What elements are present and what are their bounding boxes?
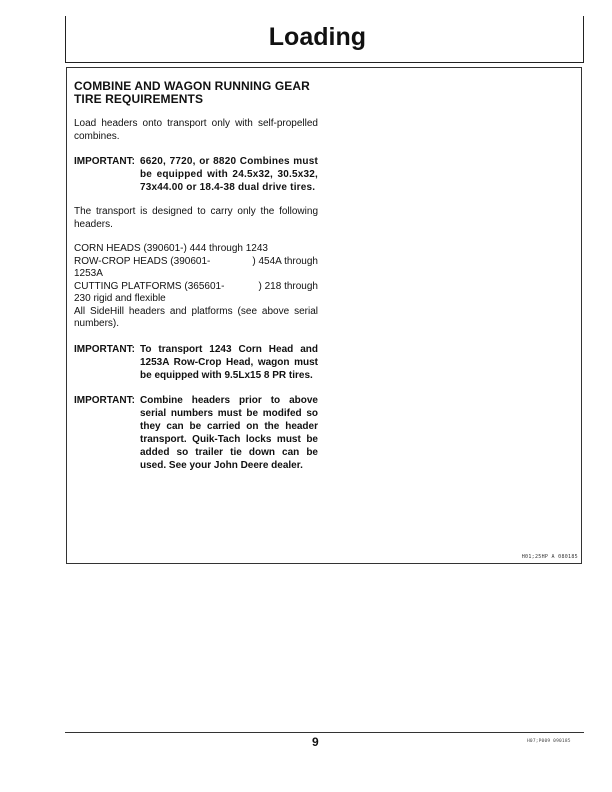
section-title	[74, 80, 318, 106]
header-rule	[65, 62, 584, 63]
important-note-1	[74, 155, 318, 194]
page-title: Loading	[268, 23, 366, 51]
intro-paragraph: Load headers onto transport only with self-propelled combines.	[74, 118, 318, 142]
cutting-platforms-models: ) 218 through	[258, 280, 318, 292]
cutting-platforms-cont: 230 rigid and flexible	[74, 293, 166, 304]
cutting-platforms-label: CUTTING PLATFORMS (365601-	[74, 280, 225, 292]
important-label: IMPORTANT:	[74, 156, 135, 167]
corn-heads-models: ) 444 through 1243	[183, 243, 268, 254]
section-ref-code: H01;25HP A 080185	[521, 554, 578, 560]
section-title-line2: TIRE REQUIREMENTS	[74, 92, 204, 106]
cutting-platforms-row	[74, 281, 318, 294]
corn-heads-label: CORN HEADS (390601-	[74, 243, 184, 254]
rowcrop-heads-cont: 1253A	[74, 268, 103, 279]
sidehill-line: All SideHill headers and platforms (see above serial numbers).	[74, 305, 318, 329]
rowcrop-heads-models: ) 454A through	[252, 255, 318, 267]
section-title-line1: COMBINE AND WAGON RUNNING GEAR	[74, 79, 310, 93]
important-text: 6620, 7720, or 8820 Combines must be equipped with 24.5x32, 30.5x32, 73x44.00 or 18.4-38 dual drive tires.	[140, 156, 318, 193]
rowcrop-heads-row	[74, 256, 318, 269]
important-label: IMPORTANT:	[74, 343, 135, 355]
important-note-2	[74, 343, 318, 382]
headers-list	[74, 243, 318, 331]
header-right-rule	[583, 16, 584, 63]
important-text: Combine headers prior to above serial numbers must be modifed so they can be carried on the header transport. Quik-Tach locks must be added so trailer tie down can be used. See your John Deere dealer.	[140, 394, 318, 471]
section-content	[74, 80, 318, 484]
corn-heads-row	[74, 243, 318, 256]
footer-ref-code: H07;P009 090185	[527, 739, 571, 744]
transport-paragraph: The transport is designed to carry only the following headers.	[74, 206, 318, 230]
important-note-3	[74, 394, 318, 472]
important-text: To transport 1243 Corn Head and 1253A Row-Crop Head, wagon must be equipped with 9.5Lx15 8 PR tires.	[140, 343, 318, 381]
page-number: 9	[312, 735, 319, 749]
footer-rule	[65, 732, 584, 733]
important-label: IMPORTANT:	[74, 394, 135, 406]
rowcrop-heads-label: ROW-CROP HEADS (390601-	[74, 255, 211, 267]
